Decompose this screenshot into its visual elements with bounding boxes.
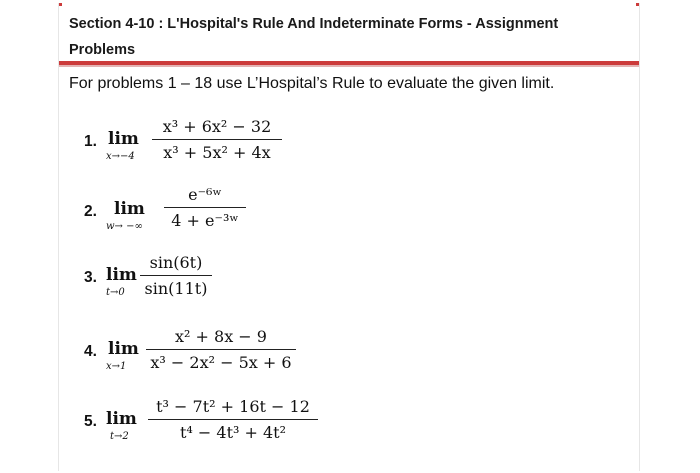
page-title-line2: Problems — [69, 42, 136, 58]
denominator: 4 + e⁻³ʷ — [171, 211, 239, 231]
numerator: sin(6t) — [149, 253, 203, 272]
denominator: t⁴ − 4t³ + 4t² — [179, 423, 287, 443]
fraction — [164, 185, 246, 230]
fraction — [148, 397, 318, 442]
section-header — [69, 11, 629, 63]
limit-operator: lim — [114, 199, 145, 219]
problem-number: 4. — [84, 343, 97, 360]
instructions-text: For problems 1 – 18 use L’Hospital’s Rule to evaluate the given limit. — [69, 75, 555, 92]
numerator: x³ + 6x² − 32 — [162, 117, 272, 136]
page-title-line1: Section 4-10 : L'Hospital's Rule And Indeterminate Forms - Assignment — [69, 16, 559, 32]
limit-subscript: x→1 — [106, 361, 127, 372]
fraction-bar — [164, 207, 246, 208]
limit-subscript: t→2 — [110, 431, 129, 442]
header-divider-shadow — [59, 65, 639, 67]
content-card — [58, 3, 640, 471]
numerator: x² + 8x − 9 — [175, 327, 267, 346]
limit-subscript: t→0 — [106, 287, 125, 298]
problem-number: 1. — [84, 133, 97, 150]
limit-operator: lim — [108, 129, 139, 149]
limit-operator: lim — [106, 265, 137, 285]
fraction-bar — [140, 275, 212, 276]
left-accent-dot — [59, 3, 62, 6]
denominator: x³ + 5x² + 4x — [163, 143, 271, 163]
limit-subscript: w→ −∞ — [106, 221, 143, 232]
problem-number: 2. — [84, 203, 97, 220]
denominator: x³ − 2x² − 5x + 6 — [150, 353, 292, 373]
fraction — [152, 117, 282, 162]
right-accent-dot — [636, 3, 639, 6]
fraction-bar — [152, 139, 282, 140]
fraction — [146, 327, 296, 372]
numerator: e⁻⁶ʷ — [188, 185, 222, 204]
problem-number: 3. — [84, 269, 97, 286]
fraction — [140, 253, 212, 298]
limit-operator: lim — [108, 339, 139, 359]
numerator: t³ − 7t² + 16t − 12 — [156, 397, 310, 416]
limit-operator: lim — [106, 409, 137, 429]
limit-subscript: x→−4 — [106, 151, 135, 162]
denominator: sin(11t) — [144, 279, 208, 299]
fraction-bar — [146, 349, 296, 350]
problem-number: 5. — [84, 413, 97, 430]
fraction-bar — [148, 419, 318, 420]
